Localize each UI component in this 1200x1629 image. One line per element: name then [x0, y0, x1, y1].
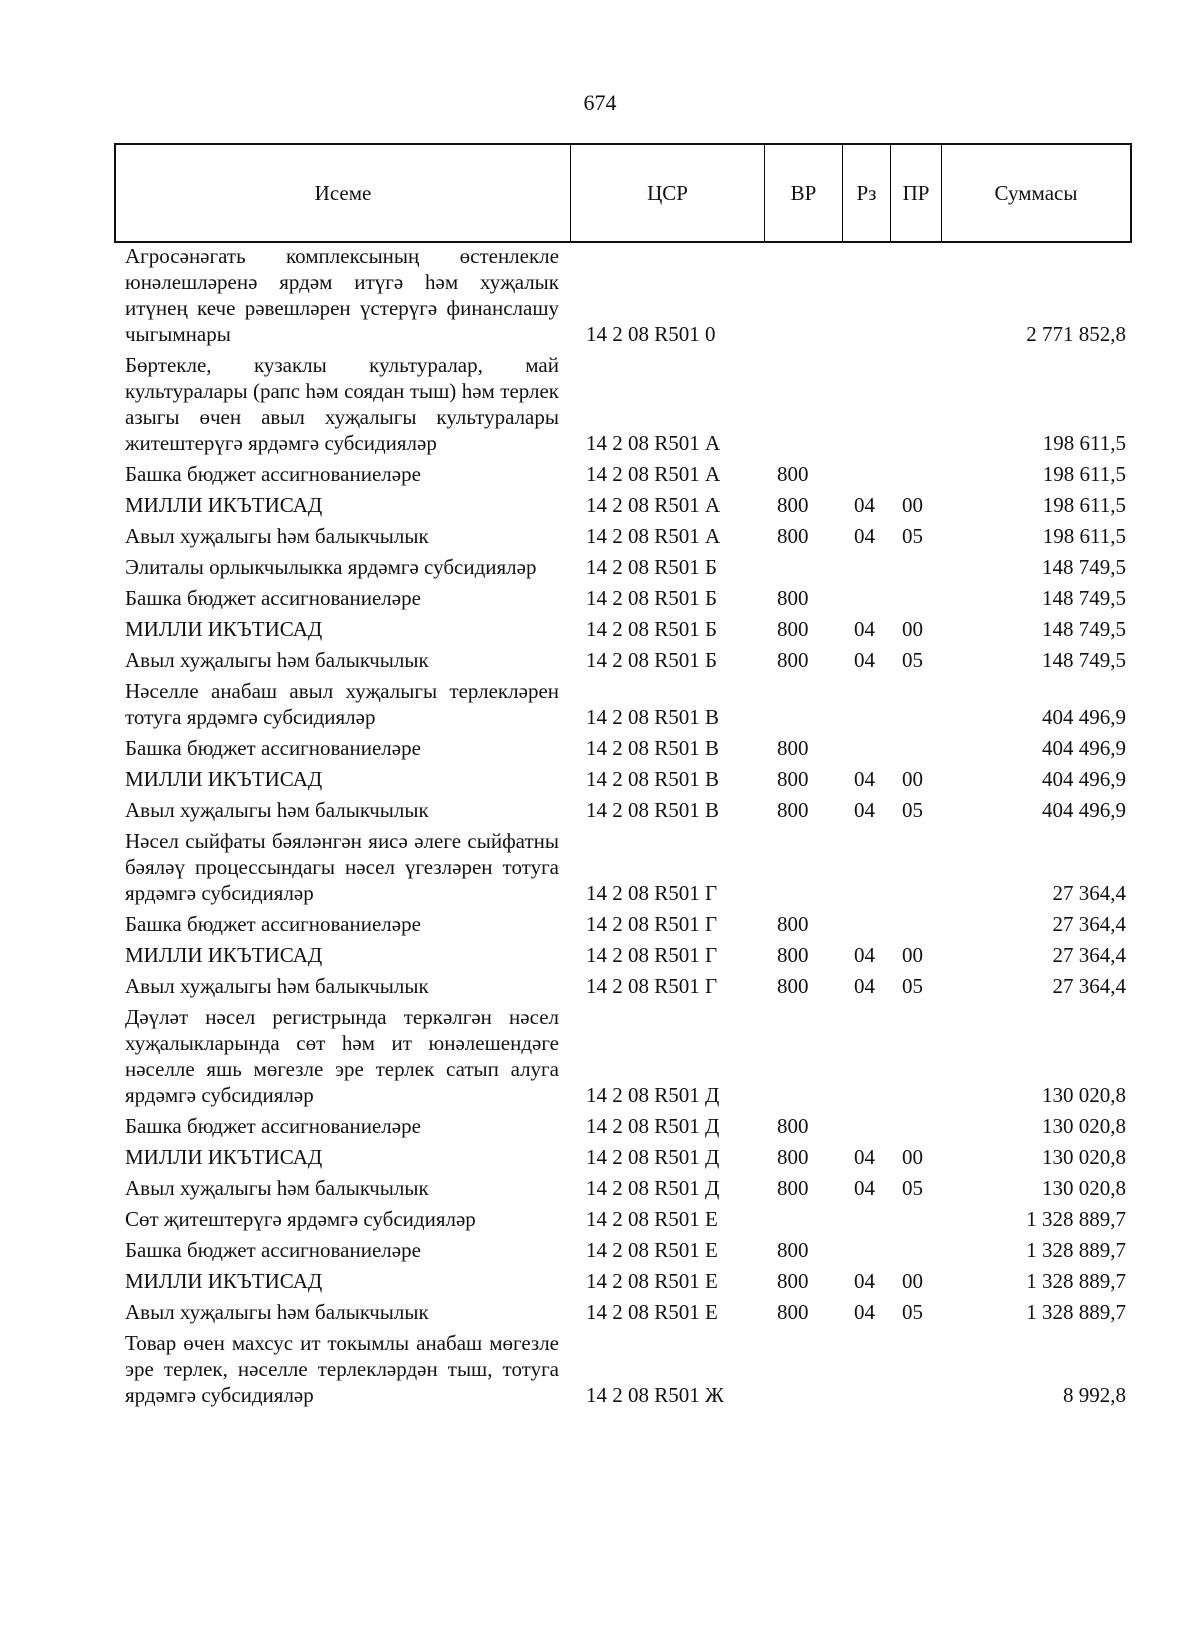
cell-sum: 148 749,5	[1042, 555, 1126, 579]
cell-rz: 04	[854, 798, 875, 822]
table-row	[114, 1144, 1132, 1170]
cell-sum: 27 364,4	[1052, 912, 1126, 936]
cell-vr: 800	[777, 524, 809, 548]
cell-name: Агросәнәгать комплексының өстенлекле юнәлешләренә ярдәм итүгә һәм хуҗалык итүнең кече рәвешләрен үстерүгә финанслашу чыгымнары	[125, 244, 559, 346]
cell-vr: 800	[777, 1176, 809, 1200]
table-row	[114, 352, 1132, 456]
table-row	[114, 911, 1132, 937]
cell-sum: 198 611,5	[1042, 524, 1126, 548]
cell-name: МИЛЛИ ИКЪТИСАД	[125, 1145, 323, 1169]
cell-csr: 14 2 08 R501 Е	[586, 1269, 718, 1293]
cell-vr: 800	[777, 943, 809, 967]
page-number: 674	[583, 90, 617, 115]
cell-csr: 14 2 08 R501 Г	[586, 943, 718, 967]
cell-name: Нәселле анабаш авыл хуҗалыгы терлекләрен тотуга ярдәмгә субсидияләр	[125, 679, 559, 729]
cell-name: Башка бюджет ассигнованиеләре	[125, 736, 421, 760]
cell-csr: 14 2 08 R501 В	[586, 736, 720, 760]
header-csr: ЦСР	[571, 145, 765, 241]
cell-vr: 800	[777, 462, 809, 486]
table-row	[114, 1004, 1132, 1108]
cell-sum: 1 328 889,7	[1026, 1300, 1126, 1324]
table-row	[114, 735, 1132, 761]
cell-sum: 148 749,5	[1042, 648, 1126, 672]
table-row	[114, 942, 1132, 968]
cell-name: Авыл хуҗалыгы һәм балыкчылык	[125, 1176, 429, 1200]
cell-pr: 05	[902, 798, 923, 822]
cell-name: Авыл хуҗалыгы һәм балыкчылык	[125, 524, 429, 548]
cell-sum: 148 749,5	[1042, 617, 1126, 641]
cell-pr: 00	[902, 493, 923, 517]
cell-csr: 14 2 08 R501 В	[586, 798, 720, 822]
cell-name: Авыл хуҗалыгы һәм балыкчылык	[125, 798, 429, 822]
table-row	[114, 523, 1132, 549]
cell-vr: 800	[777, 767, 809, 791]
table-row	[114, 616, 1132, 642]
cell-name: Товар өчен махсус ит токымлы анабаш мөгезле эре терлек, нәселле терлекләрдән тыш, тотуга ярдәмгә субсидияләр	[125, 1331, 559, 1407]
cell-rz: 04	[854, 974, 875, 998]
table-row	[114, 1237, 1132, 1263]
cell-sum: 404 496,9	[1042, 705, 1126, 729]
table-row	[114, 585, 1132, 611]
table-row	[114, 973, 1132, 999]
cell-name: Нәсел сыйфаты бәяләнгән яисә әлеге сыйфатны бәяләү процессындагы нәсел үгезләрен тотуга ярдәмгә субсидияләр	[125, 829, 559, 905]
cell-name: Башка бюджет ассигнованиеләре	[125, 462, 421, 486]
table-row	[114, 766, 1132, 792]
cell-rz: 04	[854, 767, 875, 791]
cell-name: Башка бюджет ассигнованиеләре	[125, 1114, 421, 1138]
cell-sum: 404 496,9	[1042, 767, 1126, 791]
table-row	[114, 647, 1132, 673]
cell-csr: 14 2 08 R501 Е	[586, 1238, 718, 1262]
cell-rz: 04	[854, 1300, 875, 1324]
header-pr: ПР	[891, 145, 942, 241]
cell-name: Башка бюджет ассигнованиеләре	[125, 586, 421, 610]
cell-csr: 14 2 08 R501 В	[586, 705, 720, 729]
cell-csr: 14 2 08 R501 Б	[586, 648, 718, 672]
cell-csr: 14 2 08 R501 0	[586, 322, 716, 346]
cell-sum: 2 771 852,8	[1026, 322, 1126, 346]
cell-pr: 05	[902, 1300, 923, 1324]
table-row	[114, 678, 1132, 730]
cell-csr: 14 2 08 R501 Б	[586, 617, 718, 641]
cell-vr: 800	[777, 1238, 809, 1262]
cell-sum: 130 020,8	[1042, 1083, 1126, 1107]
cell-name: Башка бюджет ассигнованиеләре	[125, 912, 421, 936]
cell-sum: 130 020,8	[1042, 1114, 1126, 1138]
cell-name: Авыл хуҗалыгы һәм балыкчылык	[125, 648, 429, 672]
cell-pr: 00	[902, 1145, 923, 1169]
cell-rz: 04	[854, 1176, 875, 1200]
cell-name: Дәүләт нәсел регистрында теркәлгән нәсел хуҗалыкларында сөт һәм ит юнәлешендәге нәселле яшь мөгезле эре терлек сатып алуга ярдәмгә субсидияләр	[125, 1005, 559, 1107]
cell-vr: 800	[777, 493, 809, 517]
table-row	[114, 1330, 1132, 1408]
cell-sum: 404 496,9	[1042, 736, 1126, 760]
header-rz: Рз	[843, 145, 891, 241]
cell-csr: 14 2 08 R501 Е	[586, 1207, 718, 1231]
table-header	[114, 143, 1132, 243]
cell-name: Элиталы орлыкчылыкка ярдәмгә субсидияләр	[125, 555, 537, 579]
cell-vr: 800	[777, 1114, 809, 1138]
cell-pr: 00	[902, 767, 923, 791]
table-row	[114, 797, 1132, 823]
header-sum: Суммасы	[994, 180, 1078, 205]
cell-vr: 800	[777, 586, 809, 610]
cell-name: Бөртекле, кузаклы культуралар, май культуралары (рапс һәм соядан тыш) һәм терлек азыгы өчен авыл хуҗалыгы культуралары житештерүгә ярдәмгә субсидияләр	[125, 353, 559, 455]
cell-csr: 14 2 08 R501 Д	[586, 1083, 720, 1107]
cell-sum: 27 364,4	[1052, 974, 1126, 998]
cell-name: Сөт җитештерүгә ярдәмгә субсидияләр	[125, 1207, 476, 1231]
cell-rz: 04	[854, 943, 875, 967]
cell-vr: 800	[777, 617, 809, 641]
cell-sum: 198 611,5	[1042, 462, 1126, 486]
cell-csr: 14 2 08 R501 Д	[586, 1176, 720, 1200]
cell-sum: 27 364,4	[1052, 943, 1126, 967]
table-row	[114, 243, 1132, 347]
cell-csr: 14 2 08 R501 А	[586, 431, 721, 455]
cell-csr: 14 2 08 R501 Б	[586, 586, 718, 610]
cell-name: МИЛЛИ ИКЪТИСАД	[125, 1269, 323, 1293]
cell-vr: 800	[777, 648, 809, 672]
cell-vr: 800	[777, 1300, 809, 1324]
table-row	[114, 554, 1132, 580]
cell-vr: 800	[777, 736, 809, 760]
cell-csr: 14 2 08 R501 Д	[586, 1114, 720, 1138]
cell-sum: 404 496,9	[1042, 798, 1126, 822]
cell-pr: 05	[902, 974, 923, 998]
cell-pr: 05	[902, 648, 923, 672]
cell-sum: 8 992,8	[1063, 1383, 1126, 1407]
cell-sum: 198 611,5	[1042, 493, 1126, 517]
cell-pr: 05	[902, 524, 923, 548]
cell-name: МИЛЛИ ИКЪТИСАД	[125, 767, 323, 791]
cell-sum: 1 328 889,7	[1026, 1238, 1126, 1262]
cell-vr: 800	[777, 1269, 809, 1293]
cell-rz: 04	[854, 1145, 875, 1169]
header-vr: ВР	[765, 145, 843, 241]
cell-vr: 800	[777, 798, 809, 822]
cell-pr: 00	[902, 617, 923, 641]
table-row	[114, 461, 1132, 487]
header-name: Исеме	[116, 145, 571, 241]
cell-name: МИЛЛИ ИКЪТИСАД	[125, 943, 323, 967]
cell-rz: 04	[854, 493, 875, 517]
cell-pr: 00	[902, 943, 923, 967]
table-row	[114, 1268, 1132, 1294]
cell-rz: 04	[854, 524, 875, 548]
cell-csr: 14 2 08 R501 Г	[586, 881, 718, 905]
cell-csr: 14 2 08 R501 А	[586, 493, 721, 517]
table-body	[114, 243, 1132, 1408]
cell-name: МИЛЛИ ИКЪТИСАД	[125, 617, 323, 641]
cell-csr: 14 2 08 R501 Б	[586, 555, 718, 579]
cell-csr: 14 2 08 R501 Г	[586, 974, 718, 998]
cell-csr: 14 2 08 R501 Г	[586, 912, 718, 936]
cell-csr: 14 2 08 R501 А	[586, 462, 721, 486]
cell-name: Авыл хуҗалыгы һәм балыкчылык	[125, 974, 429, 998]
cell-name: Башка бюджет ассигнованиеләре	[125, 1238, 421, 1262]
cell-rz: 04	[854, 1269, 875, 1293]
cell-csr: 14 2 08 R501 Е	[586, 1300, 718, 1324]
cell-name: МИЛЛИ ИКЪТИСАД	[125, 493, 323, 517]
table-row	[114, 1175, 1132, 1201]
cell-sum: 198 611,5	[1042, 431, 1126, 455]
cell-name: Авыл хуҗалыгы һәм балыкчылык	[125, 1300, 429, 1324]
cell-csr: 14 2 08 R501 В	[586, 767, 720, 791]
cell-csr: 14 2 08 R501 Д	[586, 1145, 720, 1169]
cell-csr: 14 2 08 R501 А	[586, 524, 721, 548]
cell-sum: 1 328 889,7	[1026, 1207, 1126, 1231]
cell-sum: 130 020,8	[1042, 1145, 1126, 1169]
cell-vr: 800	[777, 1145, 809, 1169]
table-row	[114, 828, 1132, 906]
cell-pr: 05	[902, 1176, 923, 1200]
table-row	[114, 1206, 1132, 1232]
cell-sum: 130 020,8	[1042, 1176, 1126, 1200]
table-row	[114, 1113, 1132, 1139]
table-row	[114, 492, 1132, 518]
cell-sum: 1 328 889,7	[1026, 1269, 1126, 1293]
cell-rz: 04	[854, 617, 875, 641]
cell-vr: 800	[777, 912, 809, 936]
cell-sum: 148 749,5	[1042, 586, 1126, 610]
table-row	[114, 1299, 1132, 1325]
cell-csr: 14 2 08 R501 Ж	[586, 1383, 724, 1407]
cell-rz: 04	[854, 648, 875, 672]
cell-vr: 800	[777, 974, 809, 998]
cell-sum: 27 364,4	[1052, 881, 1126, 905]
cell-pr: 00	[902, 1269, 923, 1293]
